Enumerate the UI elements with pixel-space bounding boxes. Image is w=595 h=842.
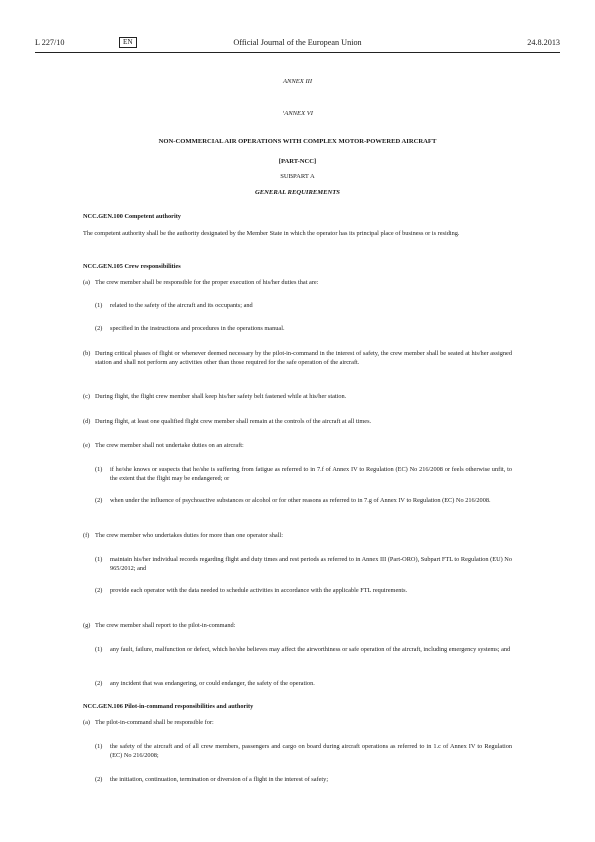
section-heading-105: NCC.GEN.105 Crew responsibilities — [83, 263, 181, 270]
clause-d: (d) During flight, at least one qualified flight crew member shall remain at the controls of the aircraft at all times. — [83, 418, 372, 425]
section-heading-100: NCC.GEN.100 Competent authority — [83, 213, 181, 220]
clause-b: (b) During critical phases of flight or whenever deemed necessary by the pilot-in-command in the interest of safety, the crew member shall be seated at his/her assigned station and shall not perform any activities other than those required for the safe operation of the aircraft. — [83, 350, 512, 366]
clause-106-a1: (1) the safety of the aircraft and of all crew members, passengers and cargo on board during aircraft operations as referred to in 1.c of Annex IV to Regulation (EC) No 216/2008; — [95, 743, 512, 759]
journal-title: Official Journal of the European Union — [233, 38, 362, 47]
page-header — [35, 38, 560, 50]
clause-g1: (1) any fault, failure, malfunction or defect, which he/she believes may affect the airworthiness or safe operation of the aircraft, including emergency systems; and — [95, 646, 511, 653]
clause-a1: (1) related to the safety of the aircraft and its occupants; and — [95, 302, 253, 309]
annex-vi-title: ‘ANNEX VI — [282, 110, 313, 117]
clause-106-a: (a) The pilot-in-command shall be responsible for: — [83, 719, 214, 726]
general-requirements-title: GENERAL REQUIREMENTS — [255, 189, 340, 196]
section-heading-106: NCC.GEN.106 Pilot-in-command responsibilities and authority — [83, 703, 254, 710]
clause-c: (c) During flight, the flight crew member shall keep his/her safety belt fastened while at his/her station. — [83, 393, 347, 400]
clause-106-a2: (2) the initiation, continuation, termination or diversion of a flight in the interest of safety; — [95, 776, 329, 783]
main-title: NON-COMMERCIAL AIR OPERATIONS WITH COMPLEX MOTOR-POWERED AIRCRAFT — [158, 138, 437, 145]
clause-e: (e) The crew member shall not undertake duties on an aircraft: — [83, 442, 244, 449]
annex-title: ANNEX III — [282, 78, 313, 85]
publication-date: 24.8.2013 — [527, 38, 560, 47]
clause-f2: (2) provide each operator with the data needed to schedule activities in accordance with the applicable FTL requirements. — [95, 587, 408, 594]
clause-e1: (1) if he/she knows or suspects that he/she is suffering from fatigue as referred to in 7.f of Annex IV to Regulation (EC) No 216/2008 or feels otherwise unfit, to the extent that the flight may be endangered; or — [95, 466, 512, 482]
clause-f1: (1) maintain his/her individual records regarding flight and duty times and rest periods as referred to in Annex III (Part-ORO), Subpart FTL to Regulation (EU) No 965/2012; and — [95, 556, 512, 572]
language-badge: EN — [119, 37, 137, 48]
clause-g: (g) The crew member shall report to the pilot-in-command: — [83, 622, 236, 629]
clause-a: (a) The crew member shall be responsible for the proper execution of his/her duties that are: — [83, 279, 319, 286]
clause-a2: (2) specified in the instructions and procedures in the operations manual. — [95, 325, 285, 332]
clause-g2: (2) any incident that was endangering, or could endanger, the safety of the operation. — [95, 680, 315, 687]
page-reference: L 227/10 — [35, 38, 65, 47]
clause-f: (f) The crew member who undertakes duties for more than one operator shall: — [83, 532, 283, 539]
header-divider — [35, 52, 560, 53]
part-title: [PART-NCC] — [278, 158, 317, 165]
clause-e2: (2) when under the influence of psychoactive substances or alcohol or for other reasons as referred to in 7.g of Annex IV to Regulation (EC) No 216/2008. — [95, 497, 491, 504]
section-text-100: The competent authority shall be the authority designated by the Member State in which the operator has its principal place of business or is residing. — [83, 230, 460, 237]
subpart-title: SUBPART A — [280, 173, 315, 180]
